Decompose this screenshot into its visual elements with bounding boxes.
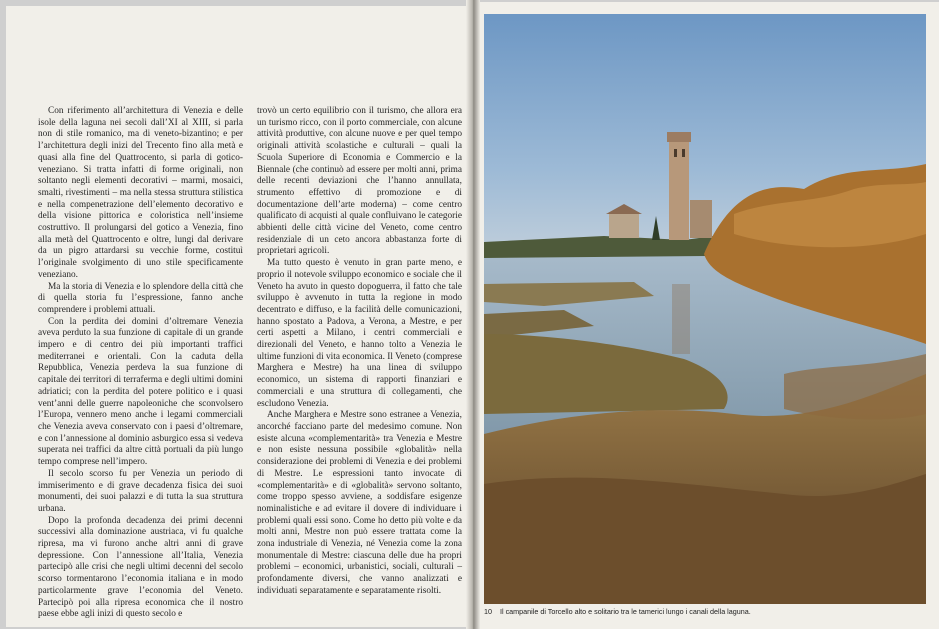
paragraph: Dopo la profonda decadenza dei primi decenni successivi alla dominazione austriaca, vi fu qualche ripresa, ma vi furono anche altri anni di grave depressione. Con l’annessione all’Italia, Venezia partecipò alle crisi che negli ultimi decenni del secolo scorso tormentarono l’economia italiana e in modo particolarmente grave l’economia del Veneto. Partecipò poi alla ripresa economica che il nostro paese ebbe agli inizi di questo secolo e	[38, 515, 243, 620]
paragraph: Anche Marghera e Mestre sono estranee a Venezia, ancorché facciano parte del medesimo comune. Non esiste alcuna «complementarità» tra Venezia e Mestre e non esiste nessuna possibile «globalità» nella considerazione dei problemi di Venezia e dei problemi di Mestre. Le espressioni tanto invocate di «complementarità» e di «globalità» servono soltanto, come troppo spesso avviene, a soddisfare esigenze nominalistiche e ad evitare il dovere di individuare i problemi quali essi sono. Come ho detto più volte e da molti anni, Mestre non può essere trattata come la zona industriale di Venezia, né Venezia come la zona monumentale di Mestre: ciascuna delle due ha propri problemi – economici, urbanistici, sociali, culturali – profondamente diversi, che vanno analizzati e individuati separatamente e separatamente risolti.	[257, 410, 462, 596]
paragraph: Con la perdita dei domini d’oltremare Venezia aveva perduto la sua funzione di capitale di un grande impero e di centro dei più importanti traffici mediterranei e orientali. Con la caduta della Repubblica, Venezia perdeva la sua funzione di capitale dei territori di terraferma e degli ultimi domini adriatici; con la perdita del potere politico e i quasi vent’anni delle guerre napoleoniche che sconvolsero l’Europa, vennero meno anche i legami commerciali che Venezia aveva conservato con i paesi d’oltremare, e con l’annessione al dominio asburgico essa si vedeva superata nei traffici da altre città portuali da più lungo tempo comprese nell’impero.	[38, 316, 243, 468]
paragraph: Ma la storia di Venezia e lo splendore della città che di quella storia fu l’espressione, fanno anche comprendere i problemi attuali.	[38, 281, 243, 315]
paragraph: trovò un certo equilibrio con il turismo, che allora era un turismo ricco, con il porto commerciale, con alcune attività produttive, con alcune nuove e per quel tempo originali attività scolastiche e culturali – quali la Scuola Superiore di Economia e Commercio e la Biennale (che continuò ad essere per molti anni, prima delle recenti deviazioni che l’hanno annullata, strumento effettivo di promozione e di documentazione dell’arte moderna) – come centro qualificato di acquisti al quale confluivano le categorie abbienti delle città vicine del Veneto, come centro residenziale di un ceto ancora abbastanza forte di proprietari agricoli.	[257, 106, 462, 257]
paragraph: Ma tutto questo è venuto in gran parte meno, e proprio il notevole sviluppo economico e sociale che il Veneto ha avuto in questo dopoguerra, il fatto che tale sviluppo è avvenuto in tutta la regione in modo decentrato e diffuso, e la facilità delle comunicazioni, hanno spostato a Padova, a Verona, a Mestre, e per certi aspetti a Milano, i centri commerciali e direzionali del Veneto, e hanno tolto a Venezia le ultime funzioni di vita economica. Il Veneto (comprese Marghera e Mestre) ha una linea di sviluppo economico, un sistema di rapporti finanziari e commerciali e una struttura di collegamenti, che escludono Venezia.	[257, 258, 462, 409]
figure-number: 10	[484, 607, 492, 616]
caption-text: Il campanile di Torcello alto e solitario tra le tamerici lungo i canali della laguna.	[500, 607, 751, 616]
figure-caption	[484, 607, 930, 616]
torcello-photo	[484, 14, 926, 604]
paragraph: Con riferimento all’architettura di Venezia e delle isole della laguna nei secoli dall’XI al XIII, si parla non di stile romanico, ma di veneto-bizantino; e per l’architettura degli inizi del Trecento fino alla metà e quasi alla fine del Quattrocento, si parla di gotico-veneziano. Si tratta infatti di forme originali, non soltanto negli elementi decorativi – marmi, mosaici, smalti, rivestimenti – ma nella stessa struttura stilistica e nella compenetrazione dell’elemento decorativo e della visione pittorica e coloristica nell’insieme costruttivo. Il prolungarsi del gotico a Venezia, fino alla metà del Quattrocento e oltre, lungi dal derivare da un pigro attardarsi su vecchie forme, costituì l’originale svolgimento di uno stile specificamente veneziano.	[38, 106, 243, 280]
text-column-right	[257, 106, 462, 596]
paragraph: Il secolo scorso fu per Venezia un periodo di immiserimento e di grave decadenza fisica dei suoi monumenti, dei suoi palazzi e di tutta la sua struttura urbana.	[38, 468, 243, 514]
book-gutter	[466, 0, 480, 629]
text-columns	[38, 106, 462, 620]
text-column-left	[38, 106, 243, 620]
